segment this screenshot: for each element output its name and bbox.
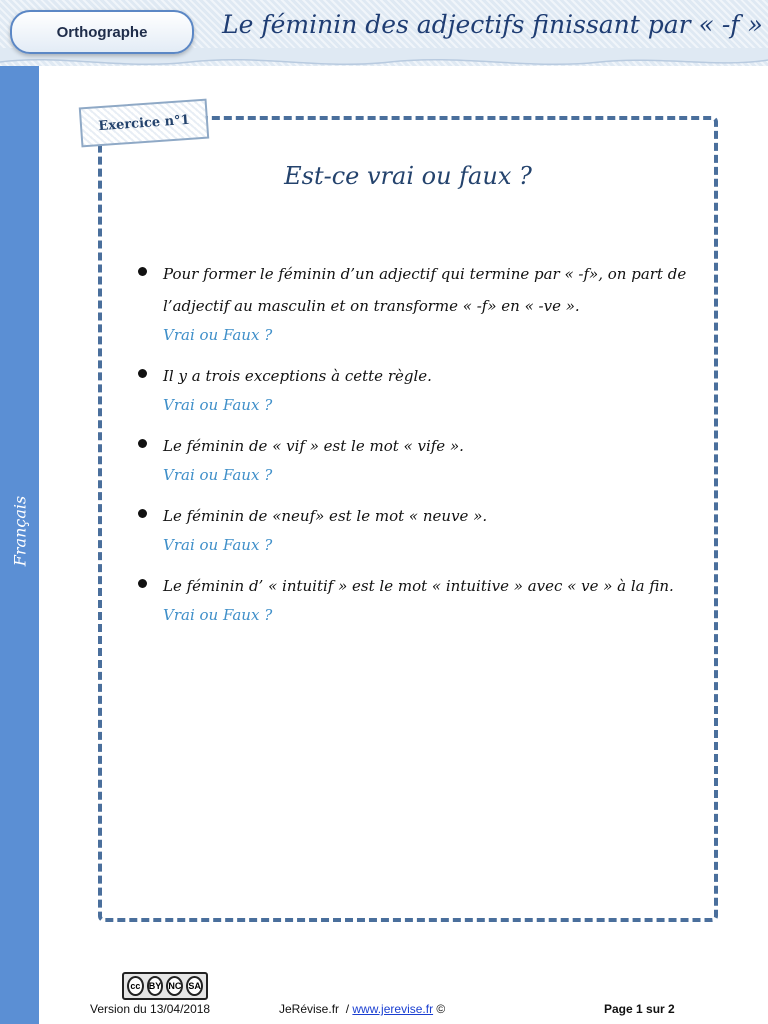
page-title: Le féminin des adjectifs finissant par « -f » [222, 10, 763, 39]
footer-site-link[interactable]: www.jerevise.fr [352, 1002, 434, 1016]
list-item [138, 570, 708, 628]
exercise-items [138, 258, 708, 640]
cc-sa-icon: SA [186, 976, 203, 996]
bullet-icon [138, 579, 147, 588]
item-statement: Il y a trois exceptions à cette règle. [163, 367, 432, 385]
creative-commons-license-icon[interactable] [122, 972, 208, 1000]
footer-version: Version du 13/04/2018 [90, 1002, 211, 1016]
item-answer-prompt: Vrai ou Faux ? [163, 326, 273, 344]
item-answer-prompt: Vrai ou Faux ? [163, 466, 273, 484]
item-statement: Le féminin d’ « intuitif » est le mot « intuitive » avec « ve » à la fin. [163, 577, 674, 595]
bullet-icon [138, 369, 147, 378]
footer-page-number: Page 1 sur 2 [604, 1002, 675, 1016]
item-statement: Pour former le féminin d’un adjectif qui termine par « -f», on part de l’adjectif au masculin et on transforme « -f» en « -ve ». [163, 265, 687, 315]
footer-copyright: © [436, 1002, 446, 1016]
list-item [138, 500, 708, 558]
bullet-icon [138, 509, 147, 518]
sidebar-subject-label [0, 486, 39, 576]
item-answer-prompt: Vrai ou Faux ? [163, 536, 273, 554]
item-statement: Le féminin de «neuf» est le mot « neuve ». [163, 507, 488, 525]
footer-site-name: JeRévise.fr [279, 1002, 340, 1016]
bullet-icon [138, 267, 147, 276]
footer-separator: / [345, 1002, 350, 1016]
list-item [138, 360, 708, 418]
exercise-question: Est-ce vrai ou faux ? [284, 162, 532, 190]
cc-icon: cc [127, 976, 144, 996]
cc-by-icon: BY [147, 976, 164, 996]
item-statement: Le féminin de « vif » est le mot « vife ». [163, 437, 464, 455]
list-item [138, 258, 708, 348]
subject-badge [10, 10, 194, 54]
footer-site [279, 1002, 445, 1016]
list-item [138, 430, 708, 488]
item-answer-prompt: Vrai ou Faux ? [163, 396, 273, 414]
cc-nc-icon: NC [166, 976, 183, 996]
subject-label: Orthographe [56, 23, 148, 41]
item-answer-prompt: Vrai ou Faux ? [163, 606, 273, 624]
exercise-tab-label: Exercice n°1 [97, 112, 191, 134]
sidebar-label-text: Français [10, 495, 29, 567]
bullet-icon [138, 439, 147, 448]
